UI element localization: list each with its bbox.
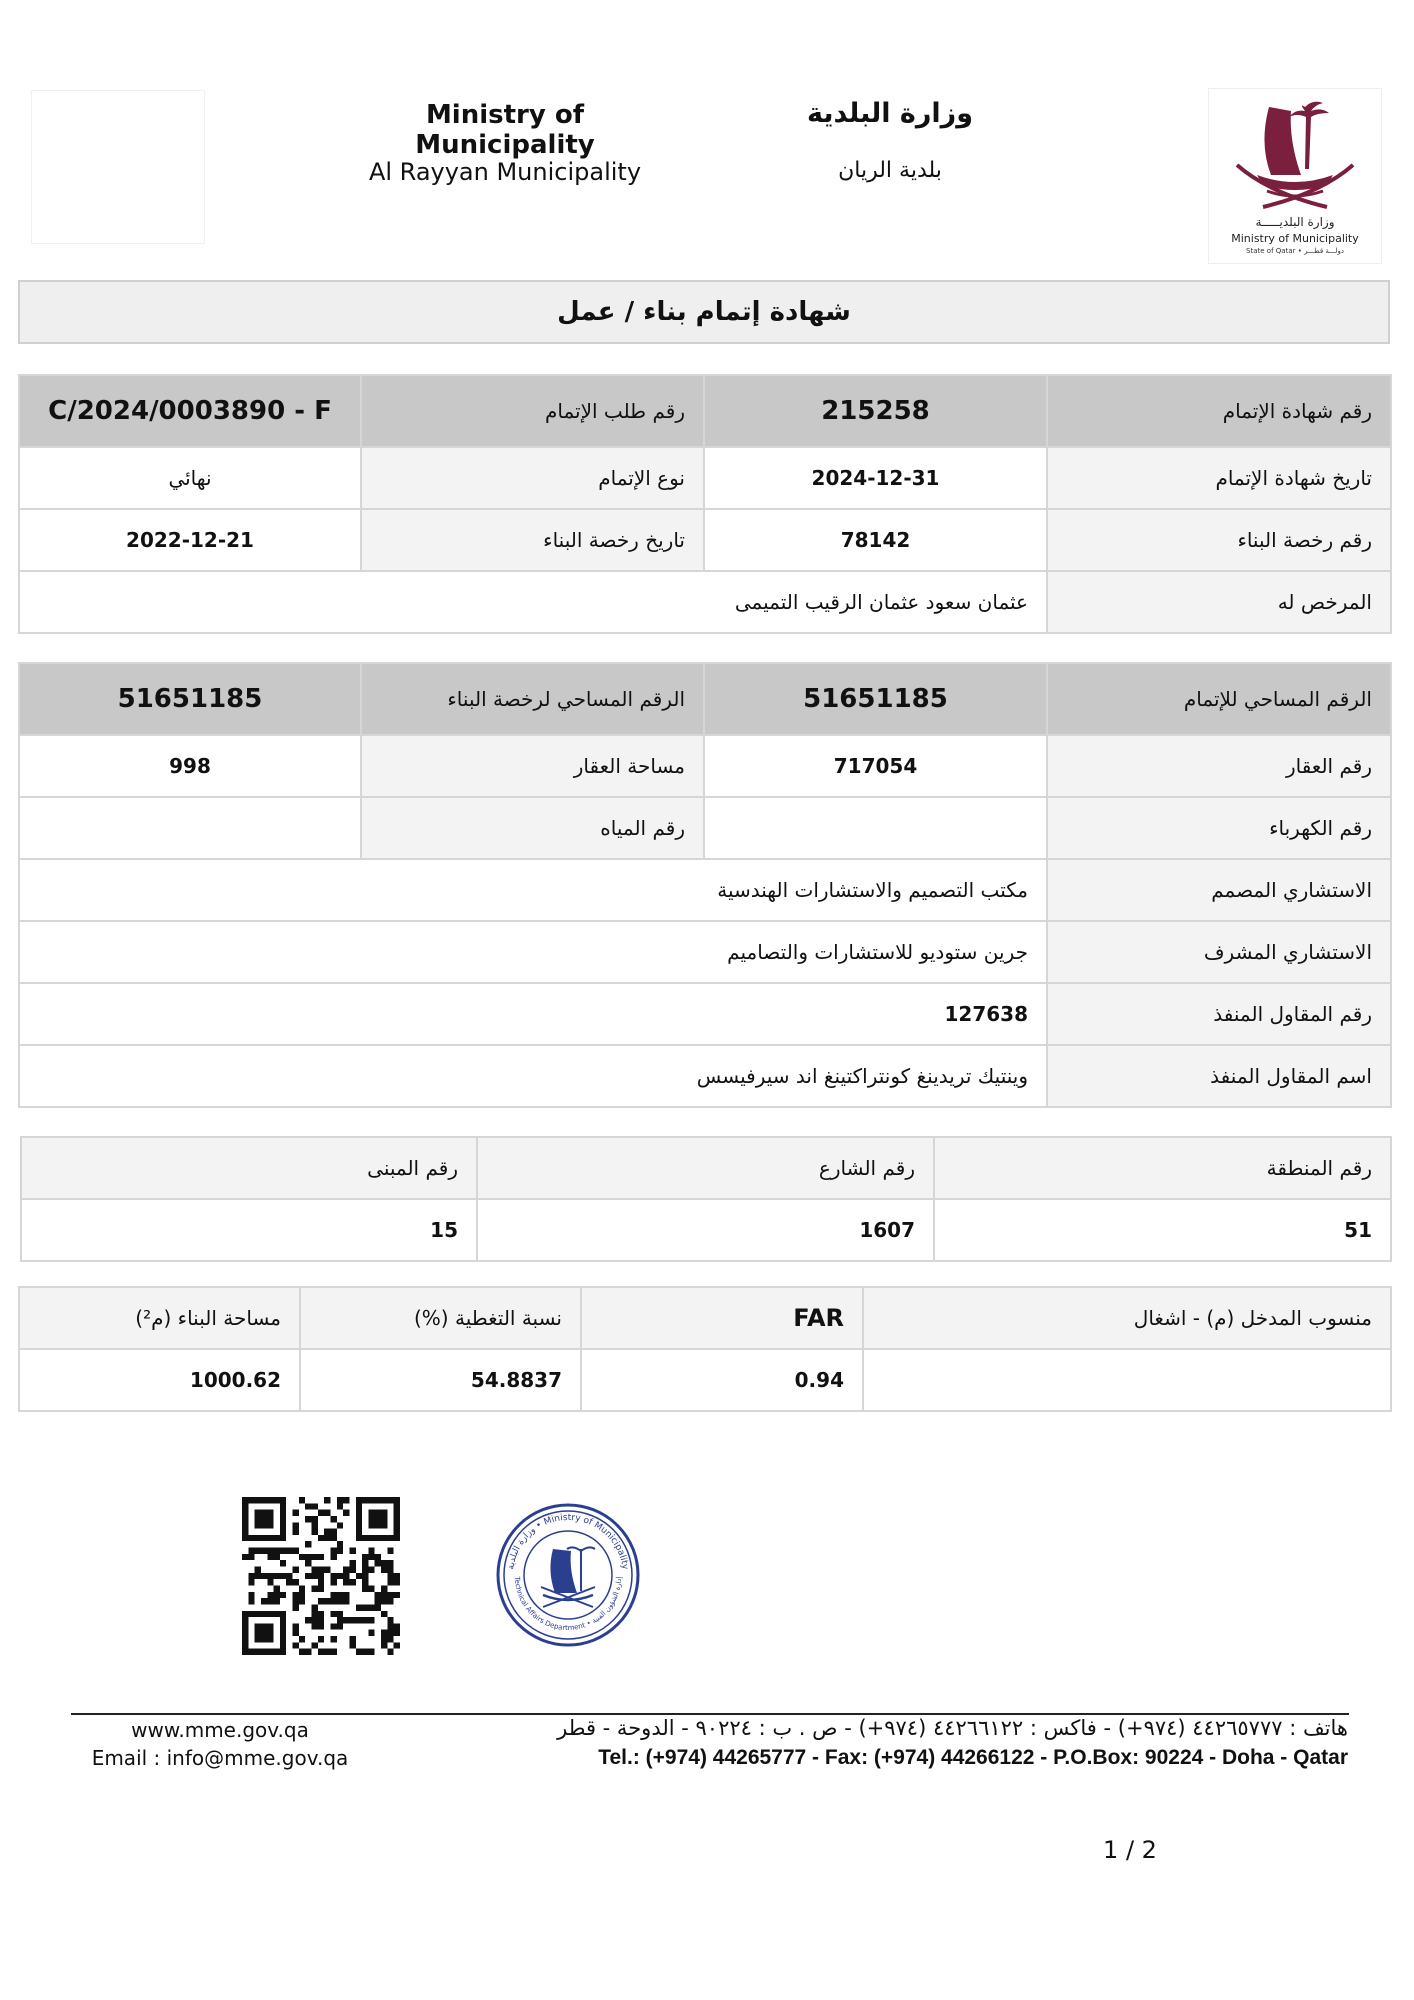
qr-modules <box>242 1497 400 1655</box>
licensee-value: عثمان سعود عثمان الرقيب التميمى <box>19 571 1047 633</box>
bottom-margin <box>0 1910 1414 2000</box>
table-row <box>19 1045 1391 1107</box>
property-area-value: 998 <box>19 735 361 797</box>
entrance-level-label: منسوب المدخل (م) - اشغال <box>863 1287 1391 1349</box>
table-row <box>19 735 1391 797</box>
table-row <box>19 509 1391 571</box>
coverage-ratio-label: نسبة التغطية (%) <box>300 1287 581 1349</box>
building-number-value: 15 <box>21 1199 477 1261</box>
far-label: FAR <box>581 1287 863 1349</box>
ministry-name-ar: وزارة البلدية <box>806 98 973 129</box>
permit-survey-number-label: الرقم المساحي لرخصة البناء <box>361 663 704 735</box>
design-consultant-value: مكتب التصميم والاستشارات الهندسية <box>19 859 1047 921</box>
certificate-title: شهادة إتمام بناء / عمل <box>18 280 1390 344</box>
footer-divider <box>71 1713 1349 1715</box>
street-number-value: 1607 <box>477 1199 934 1261</box>
address-table <box>20 1136 1392 1262</box>
table-row <box>19 921 1391 983</box>
table-row <box>19 375 1391 447</box>
table-row <box>19 571 1391 633</box>
building-number-label: رقم المبنى <box>21 1137 477 1199</box>
certificate-date-value: 2024-12-31 <box>704 447 1047 509</box>
municipality-name-ar: بلدية الريان <box>838 158 942 183</box>
contact-info-en: Tel.: (+974) 44265777 - Fax: (+974) 44266122 - P.O.Box: 90224 - Doha - Qatar <box>598 1746 1348 1769</box>
supervising-consultant-label: الاستشاري المشرف <box>1047 921 1391 983</box>
completion-type-value: نهائي <box>19 447 361 509</box>
table-row <box>19 1287 1391 1349</box>
property-area-label: مساحة العقار <box>361 735 704 797</box>
zone-number-label: رقم المنطقة <box>934 1137 1391 1199</box>
contractor-number-value: 127638 <box>19 983 1047 1045</box>
permit-date-label: تاريخ رخصة البناء <box>361 509 704 571</box>
coverage-ratio-value: 54.8837 <box>300 1349 581 1411</box>
water-number-label: رقم المياه <box>361 797 704 859</box>
ministry-name-en: Ministry of Municipality <box>415 100 595 160</box>
certificate-number-value: 215258 <box>704 375 1047 447</box>
zone-number-value: 51 <box>934 1199 1391 1261</box>
table-row <box>19 983 1391 1045</box>
completion-survey-number-value: 51651185 <box>704 663 1047 735</box>
qr-code <box>242 1497 400 1655</box>
table-row <box>21 1137 1391 1199</box>
contractor-name-value: وينتيك تريدينغ كونتراكتينغ اند سيرفيسس <box>19 1045 1047 1107</box>
request-number-label: رقم طلب الإتمام <box>361 375 704 447</box>
ministry-logo <box>1208 88 1382 264</box>
property-info-table <box>18 662 1392 1108</box>
supervising-consultant-value: جرين ستوديو للاستشارات والتصاميم <box>19 921 1047 983</box>
email-link[interactable]: Email : info@mme.gov.qa <box>91 1746 349 1770</box>
permit-survey-number-value: 51651185 <box>19 663 361 735</box>
contact-info-ar: هاتف : ٤٤٢٦٥٧٧٧ (٩٧٤+) - فاكس : ٤٤٢٦٦١٢٢ (٩٧٤+) - ص . ب : ٩٠٢٢٤ - الدوحة - قطر <box>557 1716 1348 1740</box>
table-row <box>19 447 1391 509</box>
stamp-ring-top: وزارة البلدية • Ministry of Municipality <box>506 1512 630 1571</box>
water-number-value <box>19 797 361 859</box>
electricity-number-label: رقم الكهرباء <box>1047 797 1391 859</box>
redacted-box <box>31 90 205 244</box>
completion-survey-number-label: الرقم المساحي للإتمام <box>1047 663 1391 735</box>
design-consultant-label: الاستشاري المصمم <box>1047 859 1391 921</box>
building-area-label: مساحة البناء (م²) <box>19 1287 300 1349</box>
property-number-label: رقم العقار <box>1047 735 1391 797</box>
certificate-date-label: تاريخ شهادة الإتمام <box>1047 447 1391 509</box>
official-stamp <box>493 1497 643 1653</box>
request-number-value: C/2024/0003890 - F <box>19 375 361 447</box>
table-row <box>19 1349 1391 1411</box>
completion-type-label: نوع الإتمام <box>361 447 704 509</box>
top-margin <box>0 0 1414 72</box>
electricity-number-value <box>704 797 1047 859</box>
certificate-info-table <box>18 374 1392 634</box>
building-metrics-table <box>18 1286 1392 1412</box>
stamp-ring-bottom: Technical Affairs Department • إدارة الشؤون الفنية <box>512 1576 624 1633</box>
contractor-number-label: رقم المقاول المنفذ <box>1047 983 1391 1045</box>
contractor-name-label: اسم المقاول المنفذ <box>1047 1045 1391 1107</box>
property-number-value: 717054 <box>704 735 1047 797</box>
far-value: 0.94 <box>581 1349 863 1411</box>
permit-number-label: رقم رخصة البناء <box>1047 509 1391 571</box>
page-number: 1 / 2 <box>1103 1836 1157 1864</box>
permit-number-value: 78142 <box>704 509 1047 571</box>
street-number-label: رقم الشارع <box>477 1137 934 1199</box>
logo-caption-ar: وزارة البلديـــــة <box>1255 215 1335 229</box>
municipality-name-en: Al Rayyan Municipality <box>368 158 642 186</box>
logo-caption-en: Ministry of Municipality <box>1231 232 1359 245</box>
table-row <box>19 663 1391 735</box>
building-area-value: 1000.62 <box>19 1349 300 1411</box>
licensee-label: المرخص له <box>1047 571 1391 633</box>
table-row <box>19 797 1391 859</box>
logo-caption-small: State of Qatar • دولـــة قطـــر <box>1246 247 1344 255</box>
table-row <box>21 1199 1391 1261</box>
certificate-number-label: رقم شهادة الإتمام <box>1047 375 1391 447</box>
entrance-level-value <box>863 1349 1391 1411</box>
table-row <box>19 859 1391 921</box>
website-link[interactable]: www.mme.gov.qa <box>131 1718 309 1742</box>
permit-date-value: 2022-12-21 <box>19 509 361 571</box>
